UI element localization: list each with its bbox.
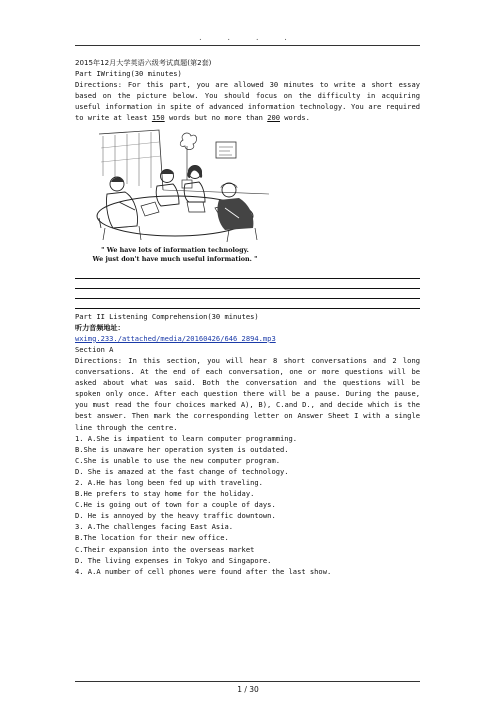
audio-link[interactable]: wximg.233./attached/media/20160426/646_2894.mp3 [75, 333, 276, 343]
min-words: 150 [151, 113, 165, 123]
part1-directions-b: words but no more than [164, 113, 268, 123]
part1-directions-a: Directions: For this part, you are allowed 30 minutes to write a short essay based on the picture below. You should focus on the difficulty in acquiring useful information in spite of advanced information technology. You are required to write at least [75, 80, 420, 123]
question-line: C.She is unable to use the new computer program. [75, 455, 280, 465]
header-rule [75, 45, 420, 46]
page-number: 1 / 30 [237, 685, 259, 694]
part1-directions [75, 79, 420, 123]
exam-title: 2015年12月大学英语六级考试真题(第2套) [75, 58, 212, 67]
question-line: 3. A.The challenges facing East Asia. [75, 522, 234, 532]
max-words: 200 [267, 113, 280, 123]
question-line: 1. A.She is impatient to learn computer programming. [75, 433, 298, 443]
listening-directions: Directions: In this section, you will hear 8 short conversations and 2 long conversations. At the end of each conversation, one or more questions will be asked about what was said. Both the conversation and the questions will be spoken only once. After each question there will be a pause. During the pause, you must read the four choices marked A), B), C.and D., and decide which is the best answer. Then mark the corresponding letter on Answer Sheet I with a single line through the centre. [75, 355, 420, 432]
cartoon-drawing [79, 128, 271, 246]
section-a-heading: Section A [75, 344, 114, 354]
answer-line-1 [75, 278, 420, 279]
part1-directions-c: words. [280, 113, 310, 123]
question-line: D. She is amazed at the fast change of technology. [75, 466, 289, 476]
cartoon-illustration [79, 128, 271, 266]
cartoon-caption-line1: " We have lots of information technology. [101, 245, 249, 254]
question-line: D. He is annoyed by the heavy traffic downtown. [75, 511, 276, 521]
audio-label: 听力音频地址： [75, 322, 125, 332]
document-body [75, 57, 420, 577]
question-line: 4. A.A number of cell phones were found after the last show. [75, 566, 332, 576]
answer-line-2 [75, 288, 420, 289]
question-line: C.Their expansion into the overseas market [75, 544, 255, 554]
answer-line-4 [75, 308, 420, 309]
question-line: B.He prefers to stay home for the holiday. [75, 489, 255, 499]
question-line: D. The living expenses in Tokyo and Singapore. [75, 555, 272, 565]
question-line: B.She is unaware her operation system is outdated. [75, 444, 289, 454]
header-dots: . . . . [198, 34, 298, 42]
question-line: 2. A.He has long been fed up with traveling. [75, 477, 263, 487]
part2-heading: Part II Listening Comprehension(30 minutes) [75, 311, 259, 321]
part1-heading: Part IWriting(30 minutes) [75, 69, 182, 79]
cartoon-caption-line2: We just don't have much useful information. " [92, 254, 258, 263]
footer-rule [75, 681, 420, 682]
question-line: C.He is going out of town for a couple of days. [75, 500, 276, 510]
question-line: B.The location for their new office. [75, 533, 229, 543]
answer-line-3 [75, 298, 420, 299]
